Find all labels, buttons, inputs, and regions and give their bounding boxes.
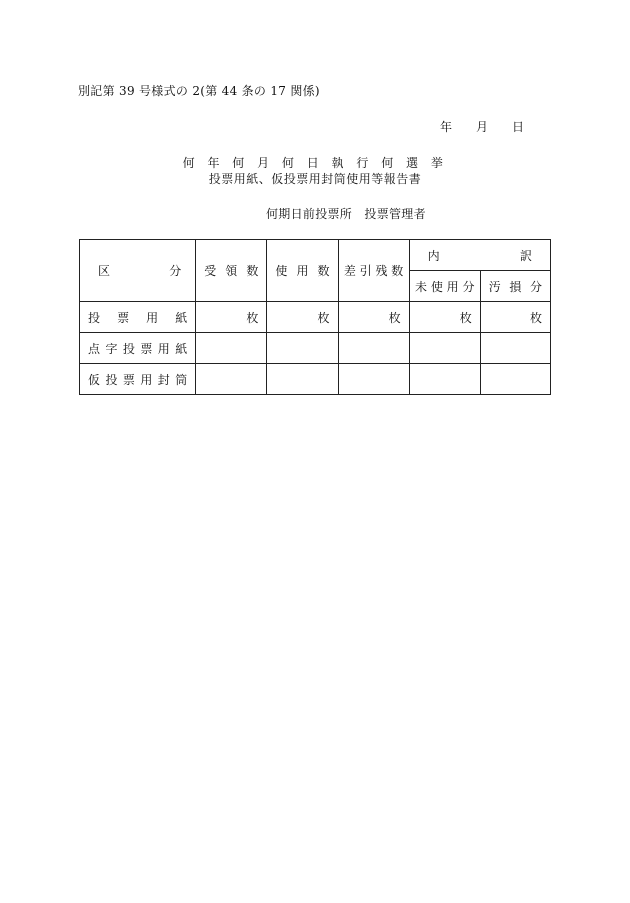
header-used: [267, 240, 338, 302]
row-label-char: 用: [146, 310, 159, 325]
header-damaged-char: 損: [509, 279, 522, 294]
row-label-char: 点: [88, 341, 101, 356]
date-line: [440, 118, 524, 135]
table-row: [80, 302, 551, 333]
row-label: [80, 333, 196, 364]
row-label: [80, 364, 196, 395]
cell-remaining: [338, 333, 409, 364]
row-label-char: 用: [140, 372, 153, 387]
cell-used: 枚: [267, 302, 338, 333]
date-month: 月: [476, 120, 489, 134]
header-used-char: 用: [296, 264, 309, 278]
cell-received: 枚: [196, 302, 267, 333]
cell-unused: [409, 364, 480, 395]
row-label-char: 投: [88, 310, 101, 325]
row-label-char: 紙: [175, 310, 188, 325]
header-received-char: 数: [246, 264, 259, 278]
cell-remaining: 枚: [338, 302, 409, 333]
report-title-main: 投票用紙、仮投票用封筒使用等報告書: [208, 172, 422, 186]
header-received-char: 受: [204, 264, 217, 278]
date-year: 年: [440, 120, 453, 134]
header-damaged: [480, 271, 550, 302]
header-unused: 未 使 用 分: [409, 271, 480, 302]
header-damaged-char: 分: [529, 279, 542, 294]
cell-used: [267, 333, 338, 364]
cell-unused: 枚: [409, 302, 480, 333]
row-label-char: 封: [157, 372, 170, 387]
cell-unused: [409, 333, 480, 364]
report-title-election: 何 年 何 月 何 日 執 行 何 選 挙: [182, 156, 448, 170]
row-label-char: 票: [117, 310, 130, 325]
header-used-char: 使: [275, 264, 288, 278]
date-day: 日: [512, 120, 525, 134]
form-number: 別記第 39 号様式の 2(第 44 条の 17 関係): [78, 84, 320, 98]
cell-received: [196, 364, 267, 395]
header-used-char: 数: [317, 264, 330, 278]
row-label-char: 用: [157, 341, 170, 356]
cell-damaged: [480, 333, 550, 364]
cell-used: [267, 364, 338, 395]
row-label-char: 筒: [175, 372, 188, 387]
header-received-char: 領: [225, 264, 238, 278]
cell-damaged: [480, 364, 550, 395]
cell-received: [196, 333, 267, 364]
cell-damaged: 枚: [480, 302, 550, 333]
row-label-char: 投: [122, 341, 135, 356]
header-remaining: 差 引 残 数: [338, 240, 409, 302]
header-kubun-2: 分: [169, 264, 182, 278]
cell-remaining: [338, 364, 409, 395]
submitter-line: 何期日前投票所 投票管理者: [266, 207, 426, 221]
row-label-char: 投: [105, 372, 118, 387]
row-label-char: 票: [140, 341, 153, 356]
header-received: [196, 240, 267, 302]
row-label-char: 票: [122, 372, 135, 387]
header-breakdown-1: 内: [427, 248, 440, 263]
row-label: [80, 302, 196, 333]
header-damaged-char: 汚: [488, 279, 501, 294]
usage-report-table: [79, 239, 551, 395]
table-row: [80, 333, 551, 364]
header-kubun: [80, 240, 196, 302]
row-label-char: 字: [105, 341, 118, 356]
header-kubun-1: 区: [98, 264, 111, 278]
row-label-char: 紙: [175, 341, 188, 356]
row-label-char: 仮: [88, 372, 101, 387]
header-breakdown: [409, 240, 550, 271]
header-breakdown-2: 訳: [519, 248, 532, 263]
table-row: [80, 364, 551, 395]
